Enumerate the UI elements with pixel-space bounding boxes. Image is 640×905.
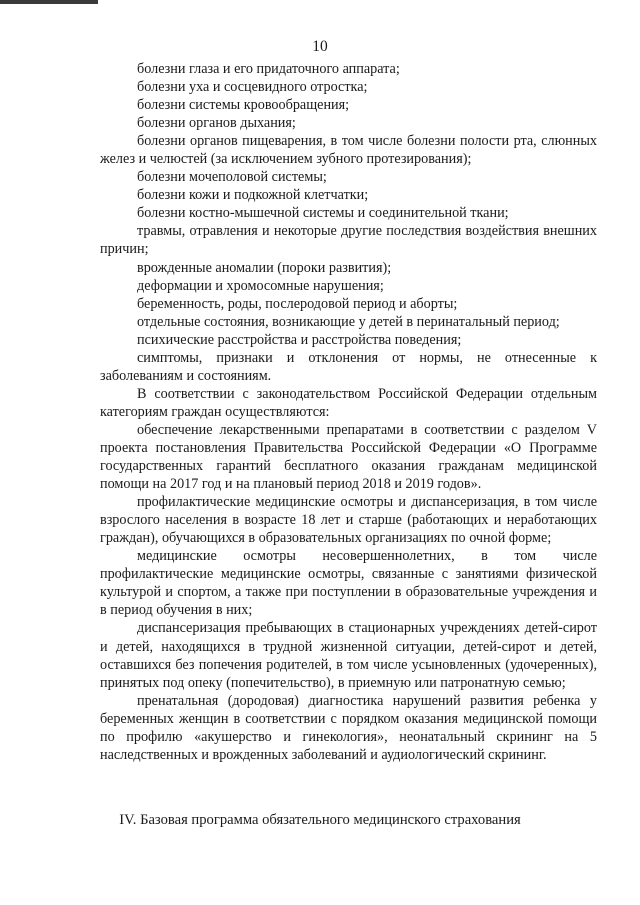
paragraph-injuries: травмы, отравления и некоторые другие последствия воздействия внешних причин; — [100, 223, 597, 258]
paragraph-orphan-screening: диспансеризация пребывающих в стационарных учреждениях детей-сирот и детей, находящихся в трудной жизненной ситуации, детей-сирот и детей, оставшихся без попечения родителей, в том числе усыновленных (удочеренных), принятых под опеку (попечительство), в приемную или патронатную семью; — [100, 620, 597, 691]
paragraph-congenital-anomalies: врожденные аномалии (пороки развития); — [137, 259, 392, 276]
paragraph-respiratory-diseases: болезни органов дыхания; — [137, 115, 296, 132]
paragraph-pregnancy: беременность, роды, послеродовой период и аборты; — [137, 295, 458, 312]
paragraph-eye-diseases: болезни глаза и его придаточного аппарата; — [137, 61, 400, 77]
paragraph-musculoskeletal-diseases: болезни костно-мышечной системы и соединительной ткани; — [137, 205, 509, 222]
paragraph-minor-exams: медицинские осмотры несовершеннолетних, в том числе профилактические медицинские осмотры, связанные с занятиями физической культурой и спортом, а также при поступлении в образовательные учреждения и в период обучения в них; — [100, 548, 597, 619]
paragraph-mental-disorders: психические расстройства и расстройства поведения; — [137, 331, 462, 348]
paragraph-chromosomal-disorders: деформации и хромосомные нарушения; — [137, 277, 384, 294]
paragraph-symptoms: симптомы, признаки и отклонения от нормы, не отнесенные к заболеваниям и состояниям. — [100, 349, 597, 384]
paragraph-perinatal-conditions: отдельные состояния, возникающие у детей в перинатальный период; — [137, 313, 560, 330]
document-body — [100, 60, 597, 764]
paragraph-prenatal-diagnostics: пренатальная (дородовая) диагностика нарушений развития ребенка у беременных женщин в соответствии с порядком оказания медицинской помощи по профилю «акушерство и гинекология», неонатальный скрининг на 5 наследственных и врожденных заболеваний и аудиологический скрининг. — [100, 692, 597, 763]
paragraph-legislation-intro: В соответствии с законодательством Российской Федерации отдельным категориям граждан осуществляются: — [100, 385, 597, 420]
scan-edge-bar — [0, 0, 98, 4]
paragraph-preventive-exams: профилактические медицинские осмотры и диспансеризация, в том числе взрослого населения в возрасте 18 лет и старше (работающих и неработающих граждан), обучающихся в образовательных организациях по очной форме; — [100, 494, 597, 547]
paragraph-genitourinary-diseases: болезни мочеполовой системы; — [137, 169, 327, 186]
paragraph-ear-diseases: болезни уха и сосцевидного отростка; — [137, 79, 368, 96]
section-heading: IV. Базовая программа обязательного медицинского страхования — [119, 812, 521, 828]
paragraph-digestive-diseases: болезни органов пищеварения, в том числе болезни полости рта, слюнных желез и челюстей (за исключением зубного протезирования); — [100, 133, 597, 168]
paragraph-circulatory-diseases: болезни системы кровообращения; — [137, 97, 350, 114]
page-number: 10 — [312, 38, 328, 55]
paragraph-skin-diseases: болезни кожи и подкожной клетчатки; — [137, 187, 369, 204]
paragraph-drug-provision: обеспечение лекарственными препаратами в соответствии с разделом V проекта постановления Правительства Российской Федерации «О Программе государственных гарантий бесплатного оказания гражданам медицинской помощи на 2017 год и на плановый период 2018 и 2019 годов». — [100, 421, 597, 493]
